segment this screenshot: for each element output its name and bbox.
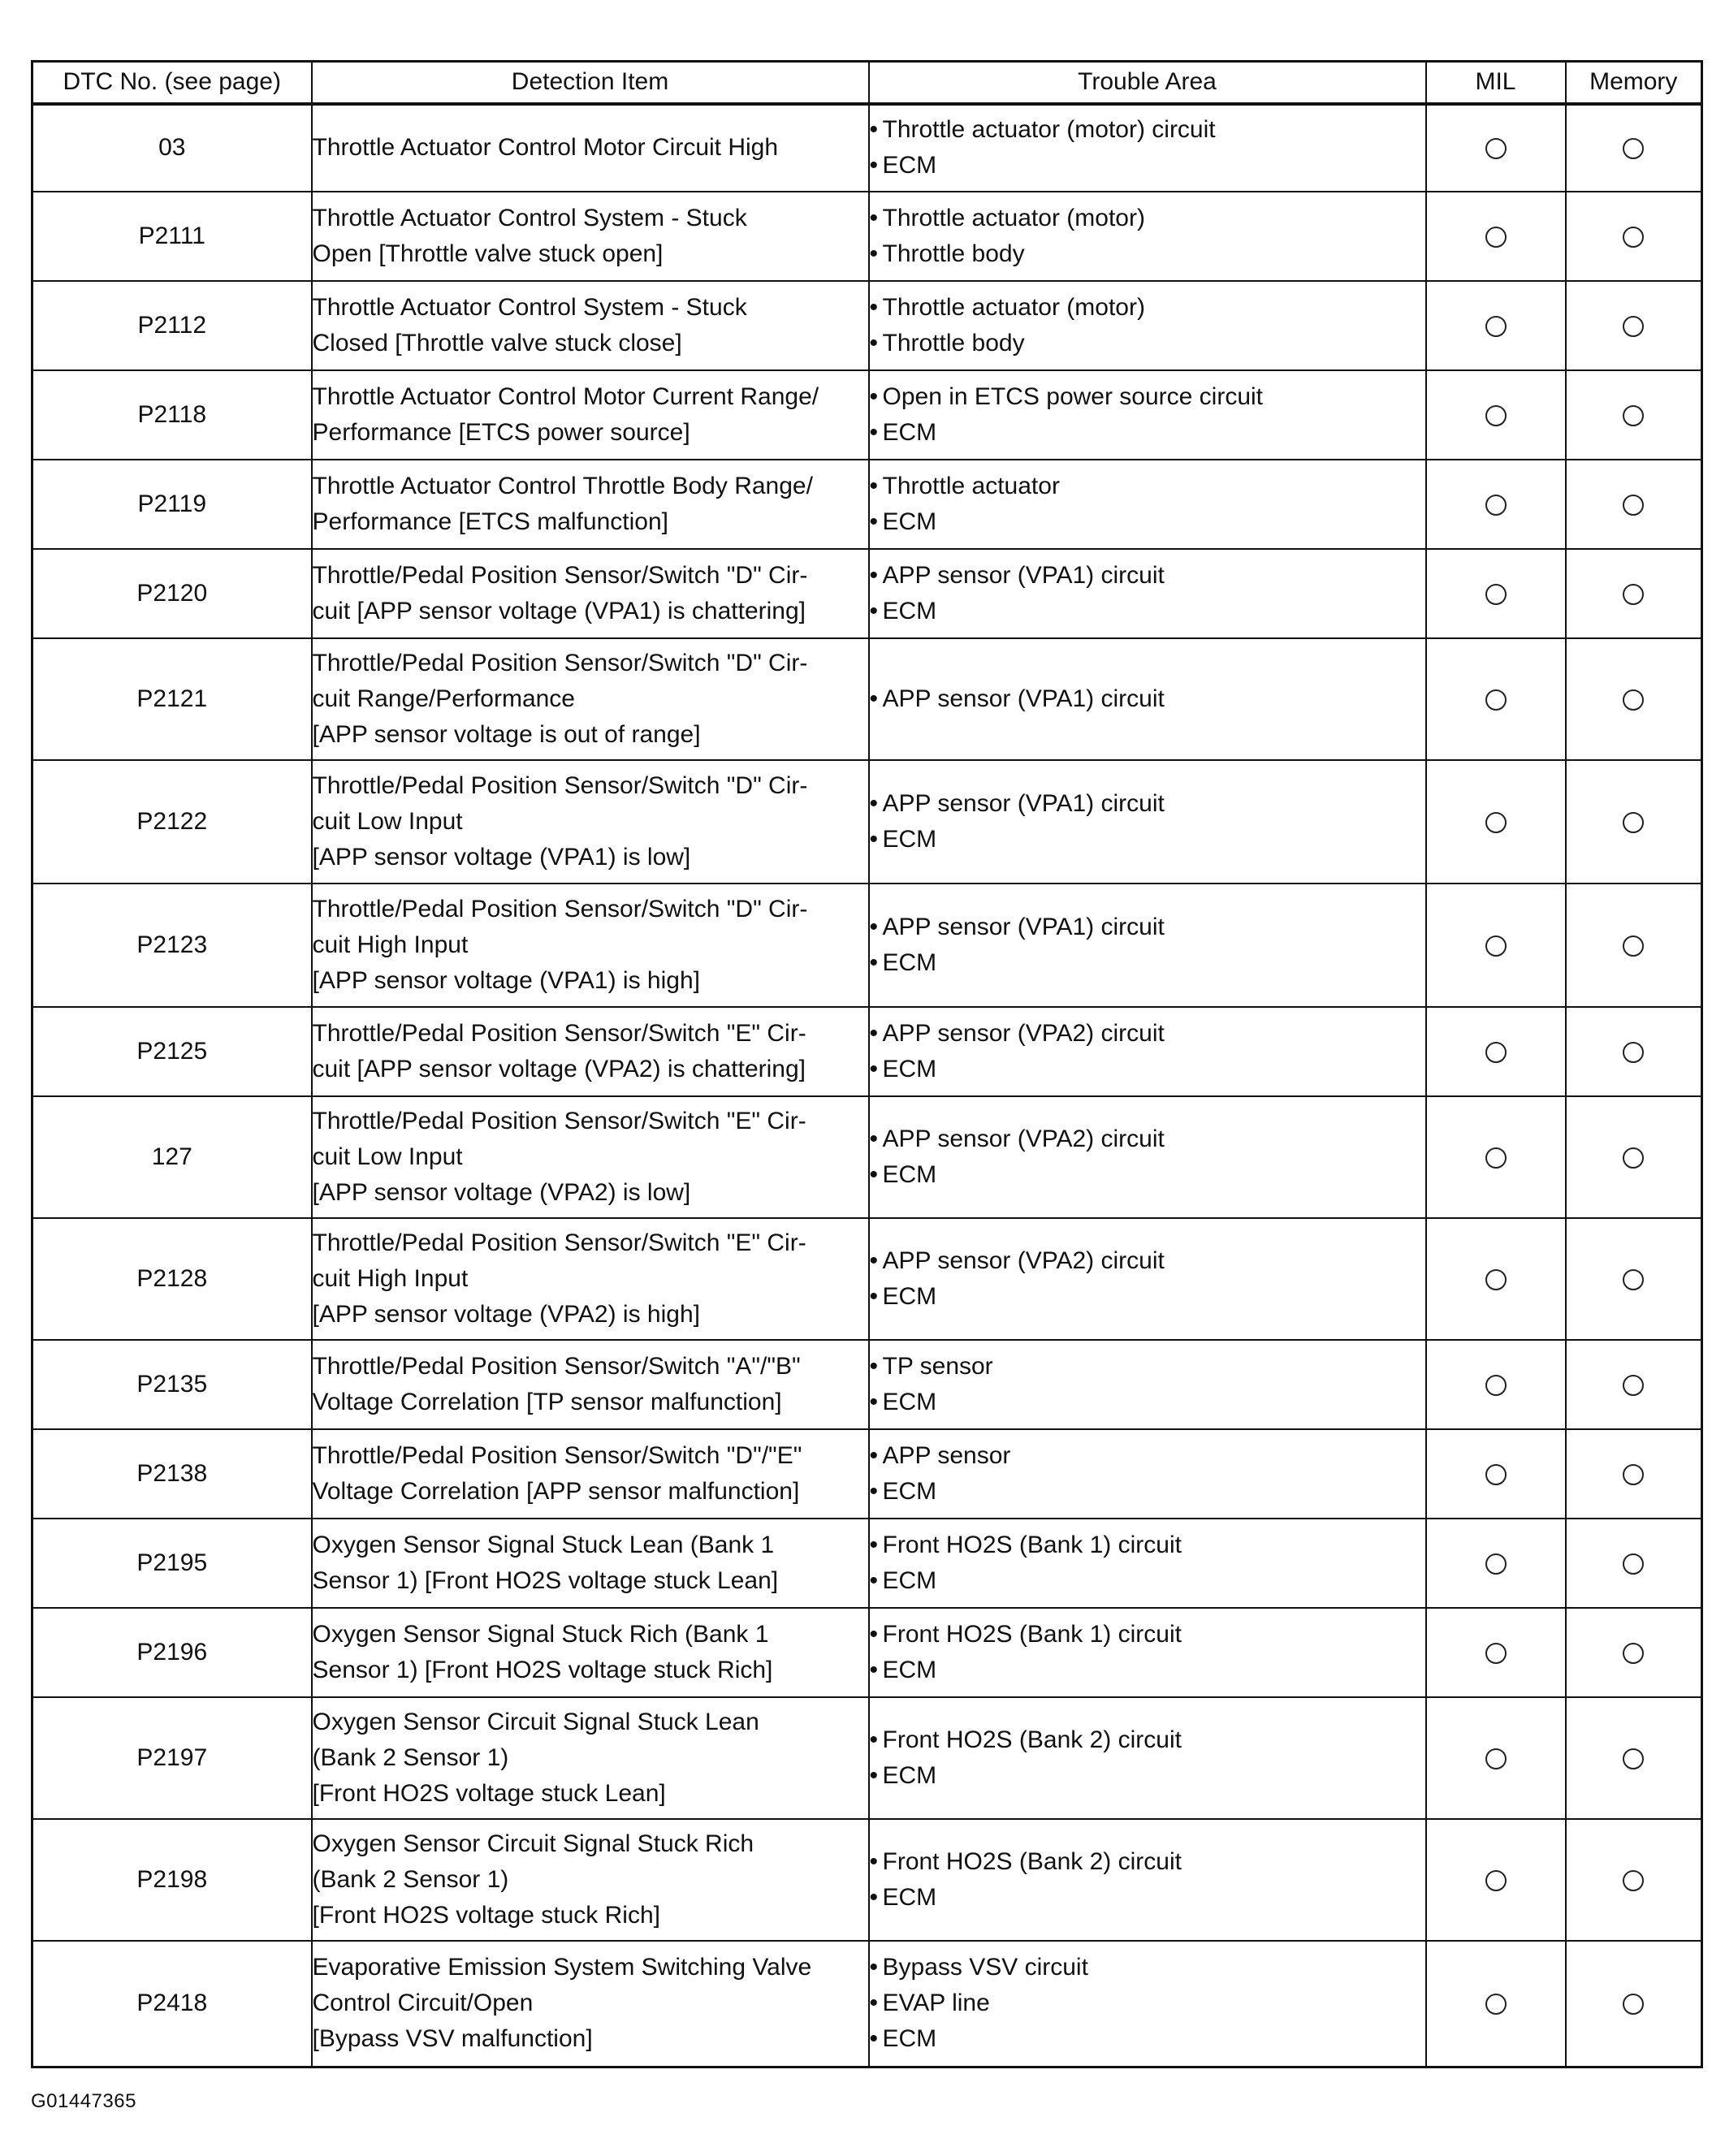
- trouble-area-item: • Front HO2S (Bank 2) circuit: [870, 1722, 1425, 1758]
- detection-item-line: Throttle/Pedal Position Sensor/Switch "A"/"B": [312, 1352, 801, 1380]
- table-row: [32, 638, 1702, 760]
- trouble-area-cell: [869, 370, 1426, 460]
- dtc-code: P2418: [136, 1990, 208, 2017]
- mil-circle-icon: [1485, 1870, 1507, 1891]
- mil-cell: [1426, 1340, 1566, 1429]
- mil-cell: [1426, 638, 1566, 760]
- detection-item-line: [APP sensor voltage (VPA2) is low]: [312, 1178, 691, 1206]
- mil-cell: [1426, 370, 1566, 460]
- dtc-code-cell: [32, 460, 312, 549]
- detection-item-line: cuit Range/Performance: [312, 685, 575, 712]
- trouble-area-list: [870, 1349, 1425, 1420]
- trouble-area-cell: [869, 281, 1426, 370]
- detection-item-line: Performance [ETCS malfunction]: [312, 508, 669, 535]
- dtc-code-cell: [32, 638, 312, 760]
- detection-item-line: (Bank 2 Sensor 1): [312, 1743, 509, 1771]
- dtc-code-cell: [32, 1340, 312, 1429]
- trouble-area-list: [870, 1016, 1425, 1087]
- mil-cell: [1426, 460, 1566, 549]
- dtc-table-body: [32, 104, 1702, 2067]
- detection-item-cell: [312, 192, 869, 281]
- detection-item-cell: [312, 370, 869, 460]
- header-trouble-area: Trouble Area: [869, 62, 1426, 104]
- mil-cell: [1426, 1608, 1566, 1697]
- trouble-area-item: • ECM: [870, 822, 1425, 858]
- memory-circle-icon: [1623, 1147, 1644, 1169]
- mil-circle-icon: [1485, 1643, 1507, 1664]
- dtc-code-cell: [32, 1697, 312, 1819]
- trouble-area-list: [870, 1844, 1425, 1916]
- detection-item-line: Evaporative Emission System Switching Valve: [312, 1954, 812, 1981]
- detection-item-line: Sensor 1) [Front HO2S voltage stuck Rich]: [312, 1656, 773, 1683]
- mil-cell: [1426, 281, 1566, 370]
- dtc-code: 127: [151, 1143, 192, 1170]
- trouble-area-item: • APP sensor (VPA1) circuit: [870, 681, 1425, 717]
- dtc-code: P2111: [138, 222, 205, 249]
- trouble-area-list: [870, 1617, 1425, 1688]
- dtc-code: P2138: [136, 1459, 208, 1487]
- detection-item-cell: [312, 104, 869, 192]
- detection-item-line: Throttle Actuator Control Motor Current Range/: [312, 382, 819, 410]
- detection-item-line: Throttle/Pedal Position Sensor/Switch "D" Cir-: [312, 771, 808, 799]
- trouble-area-cell: [869, 1697, 1426, 1819]
- memory-cell: [1566, 1819, 1702, 1941]
- memory-circle-icon: [1623, 689, 1644, 711]
- trouble-area-cell: [869, 1519, 1426, 1608]
- trouble-area-cell: [869, 1218, 1426, 1340]
- dtc-code-cell: [32, 760, 312, 884]
- mil-cell: [1426, 1429, 1566, 1519]
- detection-item-cell: [312, 1007, 869, 1096]
- memory-cell: [1566, 549, 1702, 638]
- memory-cell: [1566, 370, 1702, 460]
- trouble-area-cell: [869, 1007, 1426, 1096]
- dtc-code-cell: [32, 1941, 312, 2067]
- mil-cell: [1426, 192, 1566, 281]
- trouble-area-list: [870, 1950, 1425, 2057]
- memory-cell: [1566, 638, 1702, 760]
- trouble-area-item: • Front HO2S (Bank 2) circuit: [870, 1844, 1425, 1880]
- trouble-area-cell: [869, 1096, 1426, 1218]
- detection-item-line: [APP sensor voltage (VPA2) is high]: [312, 1300, 700, 1328]
- dtc-code-cell: [32, 884, 312, 1007]
- memory-circle-icon: [1623, 1375, 1644, 1396]
- table-row: [32, 1429, 1702, 1519]
- trouble-area-item: • ECM: [870, 1279, 1425, 1315]
- detection-item-line: Oxygen Sensor Signal Stuck Rich (Bank 1: [312, 1620, 769, 1648]
- memory-cell: [1566, 104, 1702, 192]
- trouble-area-cell: [869, 1819, 1426, 1941]
- detection-item-line: cuit Low Input: [312, 807, 463, 835]
- memory-cell: [1566, 1218, 1702, 1340]
- memory-cell: [1566, 1429, 1702, 1519]
- mil-cell: [1426, 104, 1566, 192]
- detection-item-cell: [312, 549, 869, 638]
- dtc-code-cell: [32, 104, 312, 192]
- detection-item-line: Control Circuit/Open: [312, 1990, 534, 2017]
- trouble-area-item: • TP sensor: [870, 1349, 1425, 1385]
- dtc-code: P2128: [136, 1264, 208, 1292]
- trouble-area-item: • ECM: [870, 1474, 1425, 1510]
- trouble-area-item: • APP sensor (VPA2) circuit: [870, 1121, 1425, 1157]
- mil-cell: [1426, 760, 1566, 884]
- detection-item-cell: [312, 1218, 869, 1340]
- dtc-code-cell: [32, 281, 312, 370]
- memory-circle-icon: [1623, 1643, 1644, 1664]
- figure-code: G01447365: [31, 2090, 136, 2112]
- mil-circle-icon: [1485, 227, 1507, 248]
- detection-item-line: Throttle/Pedal Position Sensor/Switch "D" Cir-: [312, 895, 808, 922]
- table-row: [32, 1340, 1702, 1429]
- trouble-area-item: • ECM: [870, 148, 1425, 184]
- trouble-area-cell: [869, 1941, 1426, 2067]
- memory-circle-icon: [1623, 1748, 1644, 1769]
- dtc-code: P2195: [136, 1549, 208, 1576]
- trouble-area-item: • APP sensor (VPA1) circuit: [870, 786, 1425, 822]
- dtc-code: P2197: [136, 1743, 208, 1771]
- memory-circle-icon: [1623, 1269, 1644, 1290]
- detection-item-line: Throttle Actuator Control System - Stuck: [312, 293, 747, 321]
- dtc-code: P2120: [136, 579, 208, 607]
- memory-cell: [1566, 760, 1702, 884]
- mil-circle-icon: [1485, 1748, 1507, 1769]
- dtc-code-cell: [32, 1007, 312, 1096]
- table-row: [32, 281, 1702, 370]
- trouble-area-item: • APP sensor: [870, 1438, 1425, 1474]
- detection-item-line: Voltage Correlation [TP sensor malfunction]: [312, 1388, 782, 1415]
- trouble-area-cell: [869, 460, 1426, 549]
- trouble-area-list: [870, 1438, 1425, 1510]
- mil-circle-icon: [1485, 584, 1507, 605]
- trouble-area-list: [870, 1243, 1425, 1315]
- trouble-area-cell: [869, 1608, 1426, 1697]
- dtc-code: P2112: [137, 311, 207, 339]
- memory-cell: [1566, 192, 1702, 281]
- table-row: [32, 1007, 1702, 1096]
- dtc-code: P2135: [136, 1370, 208, 1398]
- memory-cell: [1566, 1007, 1702, 1096]
- trouble-area-item: • ECM: [870, 415, 1425, 451]
- memory-cell: [1566, 1096, 1702, 1218]
- memory-circle-icon: [1623, 138, 1644, 159]
- detection-item-line: Oxygen Sensor Signal Stuck Lean (Bank 1: [312, 1531, 775, 1558]
- trouble-area-list: [870, 290, 1425, 361]
- trouble-area-list: [870, 786, 1425, 858]
- trouble-area-cell: [869, 549, 1426, 638]
- trouble-area-list: [870, 201, 1425, 272]
- detection-item-line: Throttle Actuator Control Throttle Body Range/: [312, 472, 813, 499]
- detection-item-line: [APP sensor voltage (VPA1) is high]: [312, 966, 700, 994]
- memory-circle-icon: [1623, 1464, 1644, 1485]
- trouble-area-cell: [869, 104, 1426, 192]
- trouble-area-cell: [869, 884, 1426, 1007]
- dtc-code-cell: [32, 1608, 312, 1697]
- dtc-code-cell: [32, 370, 312, 460]
- detection-item-line: Throttle/Pedal Position Sensor/Switch "E" Cir-: [312, 1229, 806, 1256]
- detection-item-line: Throttle/Pedal Position Sensor/Switch "E" Cir-: [312, 1019, 806, 1047]
- memory-cell: [1566, 460, 1702, 549]
- table-row: [32, 1608, 1702, 1697]
- table-row: [32, 760, 1702, 884]
- detection-item-line: Throttle Actuator Control System - Stuck: [312, 204, 747, 231]
- trouble-area-item: • ECM: [870, 1758, 1425, 1794]
- detection-item-cell: [312, 1340, 869, 1429]
- dtc-code-cell: [32, 1519, 312, 1608]
- detection-item-line: [APP sensor voltage is out of range]: [312, 720, 701, 748]
- detection-item-line: Oxygen Sensor Circuit Signal Stuck Lean: [312, 1708, 759, 1735]
- dtc-code: P2123: [136, 931, 208, 958]
- detection-item-cell: [312, 760, 869, 884]
- dtc-code-cell: [32, 549, 312, 638]
- trouble-area-item: • Front HO2S (Bank 1) circuit: [870, 1617, 1425, 1653]
- memory-circle-icon: [1623, 227, 1644, 248]
- dtc-code-cell: [32, 1429, 312, 1519]
- mil-cell: [1426, 1218, 1566, 1340]
- memory-cell: [1566, 281, 1702, 370]
- table-row: [32, 370, 1702, 460]
- trouble-area-item: • ECM: [870, 504, 1425, 540]
- memory-circle-icon: [1623, 1870, 1644, 1891]
- trouble-area-list: [870, 1722, 1425, 1794]
- detection-item-line: Throttle/Pedal Position Sensor/Switch "E" Cir-: [312, 1107, 806, 1134]
- trouble-area-item: • ECM: [870, 1563, 1425, 1599]
- trouble-area-cell: [869, 760, 1426, 884]
- trouble-area-item: • ECM: [870, 2021, 1425, 2057]
- detection-item-line: Sensor 1) [Front HO2S voltage stuck Lean]: [312, 1566, 779, 1594]
- trouble-area-list: [870, 909, 1425, 981]
- trouble-area-cell: [869, 1340, 1426, 1429]
- trouble-area-item: • Throttle actuator (motor) circuit: [870, 112, 1425, 148]
- dtc-code: P2119: [137, 490, 207, 517]
- table-row: [32, 460, 1702, 549]
- detection-item-line: [Front HO2S voltage stuck Rich]: [312, 1901, 660, 1929]
- trouble-area-item: • APP sensor (VPA2) circuit: [870, 1243, 1425, 1279]
- mil-circle-icon: [1485, 689, 1507, 711]
- trouble-area-list: [870, 1527, 1425, 1599]
- trouble-area-item: • Throttle actuator: [870, 469, 1425, 504]
- mil-circle-icon: [1485, 138, 1507, 159]
- memory-circle-icon: [1623, 935, 1644, 957]
- table-row: [32, 1819, 1702, 1941]
- memory-cell: [1566, 884, 1702, 1007]
- trouble-area-item: • Throttle actuator (motor): [870, 290, 1425, 326]
- mil-circle-icon: [1485, 1042, 1507, 1063]
- dtc-code: P2121: [136, 685, 208, 712]
- detection-item-line: [APP sensor voltage (VPA1) is low]: [312, 843, 691, 871]
- trouble-area-item: • Throttle body: [870, 326, 1425, 361]
- trouble-area-item: • ECM: [870, 1653, 1425, 1688]
- detection-item-cell: [312, 1608, 869, 1697]
- mil-cell: [1426, 1941, 1566, 2067]
- detection-item-line: cuit High Input: [312, 931, 469, 958]
- mil-cell: [1426, 549, 1566, 638]
- mil-circle-icon: [1485, 1994, 1507, 2015]
- memory-circle-icon: [1623, 1042, 1644, 1063]
- trouble-area-item: • Bypass VSV circuit: [870, 1950, 1425, 1985]
- detection-item-line: cuit [APP sensor voltage (VPA1) is chattering]: [312, 597, 806, 624]
- detection-item-line: Throttle Actuator Control Motor Circuit High: [312, 134, 779, 161]
- memory-circle-icon: [1623, 316, 1644, 337]
- detection-item-line: cuit High Input: [312, 1264, 469, 1292]
- dtc-code-cell: [32, 1819, 312, 1941]
- detection-item-line: [Front HO2S voltage stuck Lean]: [312, 1779, 666, 1807]
- detection-item-cell: [312, 460, 869, 549]
- trouble-area-item: • Front HO2S (Bank 1) circuit: [870, 1527, 1425, 1563]
- dtc-code: P2125: [136, 1037, 208, 1065]
- dtc-code-cell: [32, 1096, 312, 1218]
- table-row: [32, 1941, 1702, 2067]
- header-mil: MIL: [1426, 62, 1566, 104]
- header-dtc-no: DTC No. (see page): [32, 62, 312, 104]
- trouble-area-item: • ECM: [870, 594, 1425, 629]
- trouble-area-list: [870, 681, 1425, 717]
- detection-item-line: Closed [Throttle valve stuck close]: [312, 329, 682, 356]
- detection-item-cell: [312, 1819, 869, 1941]
- detection-item-cell: [312, 1941, 869, 2067]
- detection-item-cell: [312, 1519, 869, 1608]
- trouble-area-item: • ECM: [870, 1880, 1425, 1916]
- table-row: [32, 884, 1702, 1007]
- table-row: [32, 1096, 1702, 1218]
- detection-item-line: Performance [ETCS power source]: [312, 418, 690, 446]
- detection-item-cell: [312, 1429, 869, 1519]
- dtc-code: P2198: [136, 1865, 208, 1893]
- trouble-area-item: • ECM: [870, 1157, 1425, 1193]
- table-row: [32, 104, 1702, 192]
- trouble-area-item: • ECM: [870, 945, 1425, 981]
- table-row: [32, 1218, 1702, 1340]
- memory-cell: [1566, 1519, 1702, 1608]
- trouble-area-list: [870, 112, 1425, 184]
- dtc-table: [31, 60, 1703, 2068]
- detection-item-line: Oxygen Sensor Circuit Signal Stuck Rich: [312, 1830, 754, 1857]
- table-row: [32, 1697, 1702, 1819]
- detection-item-line: cuit [APP sensor voltage (VPA2) is chattering]: [312, 1055, 806, 1082]
- trouble-area-list: [870, 469, 1425, 540]
- header-detection-item: Detection Item: [312, 62, 869, 104]
- detection-item-line: Open [Throttle valve stuck open]: [312, 240, 664, 267]
- memory-cell: [1566, 1608, 1702, 1697]
- dtc-code: P2122: [136, 807, 208, 835]
- detection-item-line: cuit Low Input: [312, 1143, 463, 1170]
- trouble-area-cell: [869, 1429, 1426, 1519]
- table-row: [32, 192, 1702, 281]
- mil-circle-icon: [1485, 495, 1507, 516]
- detection-item-cell: [312, 1096, 869, 1218]
- memory-circle-icon: [1623, 1553, 1644, 1575]
- mil-circle-icon: [1485, 935, 1507, 957]
- dtc-code: P2196: [136, 1638, 208, 1666]
- trouble-area-item: • EVAP line: [870, 1985, 1425, 2021]
- table-row: [32, 549, 1702, 638]
- dtc-code: P2118: [137, 400, 207, 428]
- detection-item-line: [Bypass VSV malfunction]: [312, 2025, 593, 2053]
- trouble-area-item: • ECM: [870, 1052, 1425, 1087]
- mil-circle-icon: [1485, 405, 1507, 426]
- trouble-area-list: [870, 558, 1425, 629]
- trouble-area-item: • ECM: [870, 1385, 1425, 1420]
- detection-item-line: (Bank 2 Sensor 1): [312, 1865, 509, 1893]
- memory-circle-icon: [1623, 405, 1644, 426]
- trouble-area-list: [870, 379, 1425, 451]
- trouble-area-item: • Throttle body: [870, 236, 1425, 272]
- detection-item-cell: [312, 638, 869, 760]
- memory-cell: [1566, 1941, 1702, 2067]
- memory-circle-icon: [1623, 1994, 1644, 2015]
- mil-circle-icon: [1485, 1375, 1507, 1396]
- trouble-area-item: • APP sensor (VPA1) circuit: [870, 558, 1425, 594]
- mil-cell: [1426, 1519, 1566, 1608]
- memory-circle-icon: [1623, 812, 1644, 833]
- trouble-area-item: • APP sensor (VPA1) circuit: [870, 909, 1425, 945]
- mil-cell: [1426, 1697, 1566, 1819]
- mil-circle-icon: [1485, 1269, 1507, 1290]
- detection-item-cell: [312, 1697, 869, 1819]
- detection-item-line: Voltage Correlation [APP sensor malfunction]: [312, 1477, 800, 1505]
- mil-cell: [1426, 1007, 1566, 1096]
- mil-cell: [1426, 1819, 1566, 1941]
- detection-item-cell: [312, 884, 869, 1007]
- memory-circle-icon: [1623, 584, 1644, 605]
- memory-cell: [1566, 1697, 1702, 1819]
- trouble-area-item: • APP sensor (VPA2) circuit: [870, 1016, 1425, 1052]
- detection-item-line: Throttle/Pedal Position Sensor/Switch "D" Cir-: [312, 561, 808, 589]
- trouble-area-list: [870, 1121, 1425, 1193]
- mil-cell: [1426, 1096, 1566, 1218]
- mil-circle-icon: [1485, 1553, 1507, 1575]
- mil-circle-icon: [1485, 1147, 1507, 1169]
- mil-cell: [1426, 884, 1566, 1007]
- trouble-area-cell: [869, 638, 1426, 760]
- trouble-area-cell: [869, 192, 1426, 281]
- dtc-code: 03: [158, 134, 186, 161]
- memory-cell: [1566, 1340, 1702, 1429]
- header-row: [32, 62, 1702, 104]
- trouble-area-item: • Open in ETCS power source circuit: [870, 379, 1425, 415]
- trouble-area-item: • Throttle actuator (motor): [870, 201, 1425, 236]
- mil-circle-icon: [1485, 316, 1507, 337]
- dtc-code-cell: [32, 192, 312, 281]
- memory-circle-icon: [1623, 495, 1644, 516]
- dtc-code-cell: [32, 1218, 312, 1340]
- mil-circle-icon: [1485, 812, 1507, 833]
- detection-item-cell: [312, 281, 869, 370]
- mil-circle-icon: [1485, 1464, 1507, 1485]
- detection-item-line: Throttle/Pedal Position Sensor/Switch "D"/"E": [312, 1441, 802, 1469]
- detection-item-line: Throttle/Pedal Position Sensor/Switch "D" Cir-: [312, 649, 808, 676]
- header-memory: Memory: [1566, 62, 1702, 104]
- table-row: [32, 1519, 1702, 1608]
